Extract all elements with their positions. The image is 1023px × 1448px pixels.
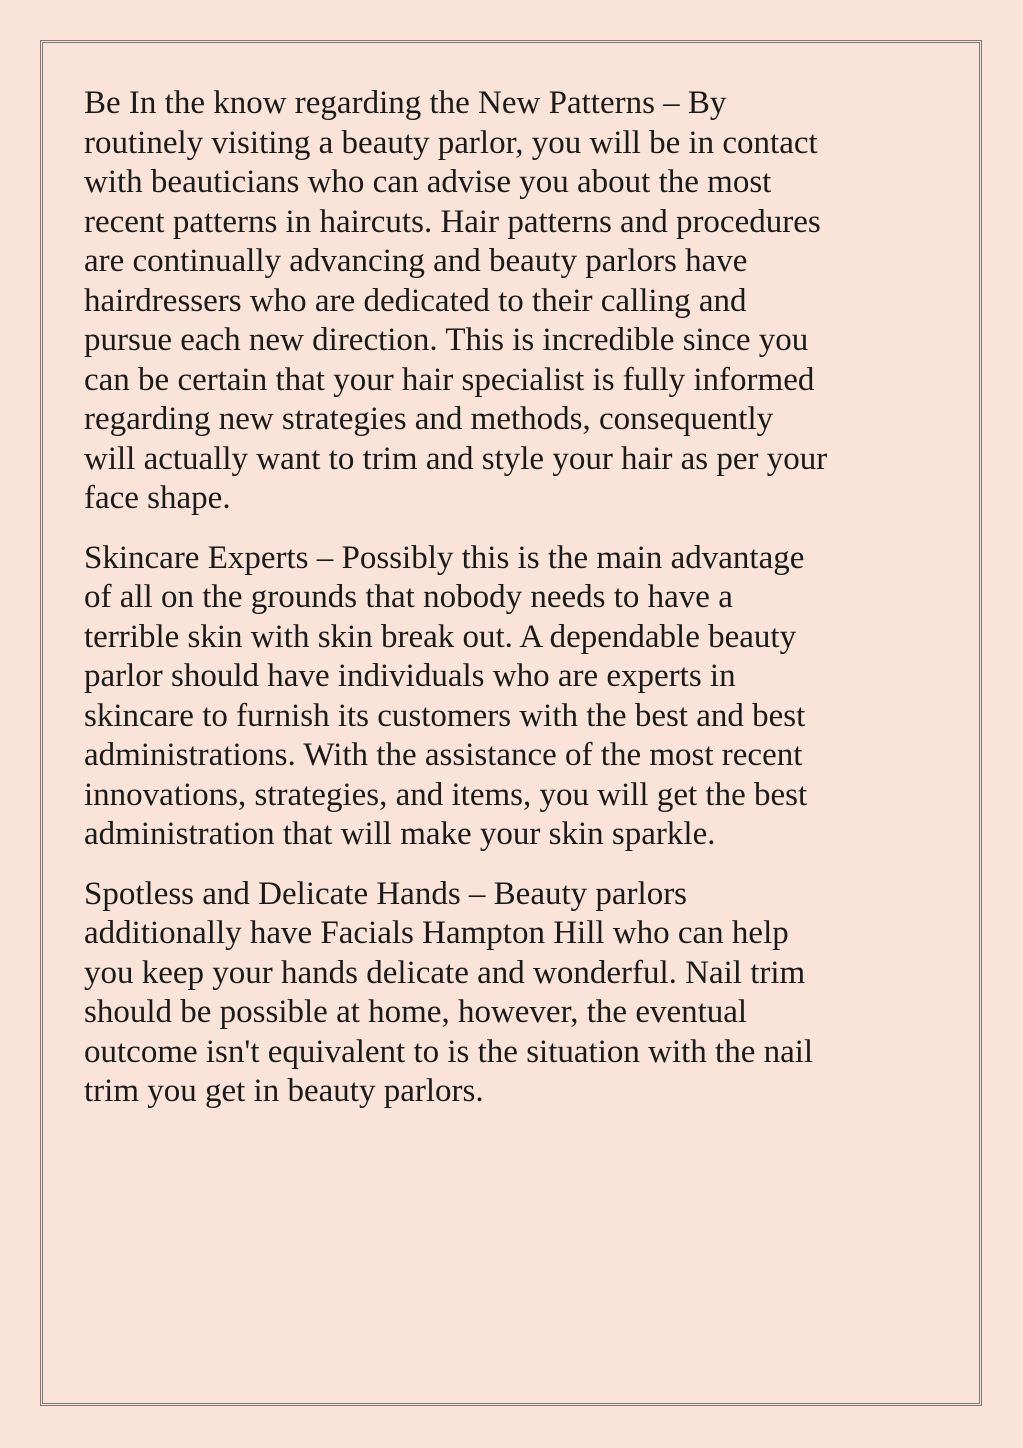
paragraph-line: can be certain that your hair specialist is fully informed [84, 361, 815, 398]
paragraph-line: additionally have Facials Hampton Hill who can help [84, 915, 789, 951]
paragraph-line: Skincare Experts – Possibly this is the main advantage [84, 539, 805, 576]
paragraph-line: outcome isn't equivalent to is the situation with the nail [84, 1033, 814, 1070]
paragraph-line: of all on the grounds that nobody needs to have a [84, 579, 733, 615]
paragraph-line: recent patterns in haircuts. Hair patterns and procedures [84, 203, 821, 240]
paragraph-line: routinely visiting a beauty parlor, you will be in contact [84, 124, 818, 161]
paragraph-line: Spotless and Delicate Hands – Beauty parlors [84, 875, 688, 912]
document-body [84, 84, 874, 1132]
paragraph-line: parlor should have individuals who are experts in [84, 658, 736, 694]
paragraph-line: innovations, strategies, and items, you will get the best [84, 776, 808, 813]
paragraph-line: you keep your hands delicate and wonderful. Nail trim [84, 954, 806, 991]
paragraph-line: with beauticians who can advise you about the most [84, 164, 772, 200]
paragraph-line: are continually advancing and beauty parlors have [84, 243, 748, 279]
paragraph-line: will actually want to trim and style your hair as per your [84, 440, 828, 477]
paragraph-line: skincare to furnish its customers with the best and best [84, 697, 806, 734]
paragraph-skincare-experts [84, 539, 874, 855]
paragraph-new-patterns [84, 84, 874, 519]
paragraph-line: face shape. [84, 480, 231, 516]
paragraph-line: pursue each new direction. This is incredible since you [84, 322, 809, 358]
paragraph-line: Be In the know regarding the New Patterns – By [84, 85, 727, 121]
paragraph-line: terrible skin with skin break out. A dependable beauty [84, 618, 797, 655]
paragraph-delicate-hands [84, 875, 874, 1112]
paragraph-line: hairdressers who are dedicated to their calling and [84, 282, 747, 319]
paragraph-line: administration that will make your skin sparkle. [84, 816, 716, 852]
paragraph-line: should be possible at home, however, the eventual [84, 994, 748, 1030]
paragraph-line: administrations. With the assistance of the most recent [84, 737, 803, 773]
paragraph-line: regarding new strategies and methods, consequently [84, 401, 774, 437]
paragraph-line: trim you get in beauty parlors. [84, 1073, 484, 1109]
